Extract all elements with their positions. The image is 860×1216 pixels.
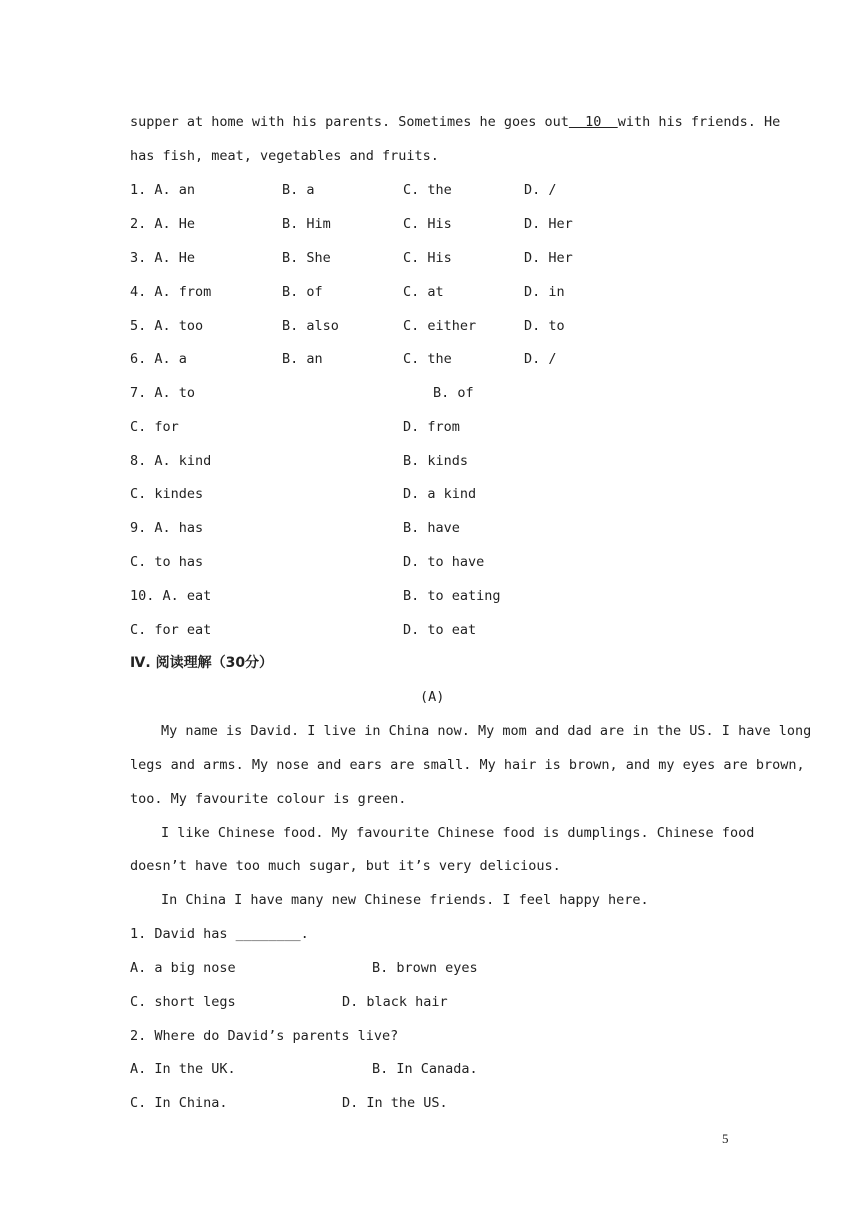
q2-option-a: A. In the UK. <box>130 1061 236 1077</box>
q2-option-b: B. In Canada. <box>372 1061 478 1077</box>
option-b-6: B. an <box>282 351 323 367</box>
passage-label: (A) <box>420 689 445 705</box>
option-c-9: C. to has <box>130 554 204 570</box>
option-b-3: B. She <box>282 250 331 266</box>
option-b-9: B. have <box>403 520 460 536</box>
option-a-4: 4. A. from <box>130 284 212 300</box>
option-c-6: C. the <box>403 351 452 367</box>
q1-option-d: D. black hair <box>342 994 448 1010</box>
q2-option-c: C. In China. <box>130 1095 228 1111</box>
cloze-text-line: has fish, meat, vegetables and fruits. <box>130 148 439 164</box>
option-b-5: B. also <box>282 318 339 334</box>
option-b-7: B. of <box>433 385 474 401</box>
q2-option-d: D. In the US. <box>342 1095 448 1111</box>
option-b-8: B. kinds <box>403 453 469 469</box>
option-c-2: C. His <box>403 216 452 232</box>
option-c-5: C. either <box>403 318 477 334</box>
passage-line: My name is David. I live in China now. My mom and dad are in the US. I have long <box>161 723 812 739</box>
q1-option-b: B. brown eyes <box>372 960 478 976</box>
option-a-6: 6. A. a <box>130 351 187 367</box>
cloze-text: supper at home with his parents. Sometimes he goes out <box>130 114 569 130</box>
option-a-2: 2. A. He <box>130 216 196 232</box>
option-d-4: D. in <box>524 284 565 300</box>
q1-option-a: A. a big nose <box>130 960 236 976</box>
cloze-text-line <box>130 113 780 131</box>
option-d-1: D. / <box>524 182 557 198</box>
passage-line: legs and arms. My nose and ears are small. My hair is brown, and my eyes are brown, <box>130 757 805 773</box>
option-a-3: 3. A. He <box>130 250 196 266</box>
section-heading: Ⅳ. 阅读理解（30分） <box>130 655 274 671</box>
option-b-4: B. of <box>282 284 323 300</box>
option-c-1: C. the <box>403 182 452 198</box>
passage-line: In China I have many new Chinese friends. I feel happy here. <box>161 892 649 908</box>
option-c-10: C. for eat <box>130 622 212 638</box>
option-d-9: D. to have <box>403 554 485 570</box>
cloze-text: with his friends. He <box>617 114 781 130</box>
option-b-10: B. to eating <box>403 588 501 604</box>
option-c-8: C. kindes <box>130 486 204 502</box>
option-a-8: 8. A. kind <box>130 453 212 469</box>
option-d-3: D. Her <box>524 250 573 266</box>
option-b-1: B. a <box>282 182 315 198</box>
option-d-6: D. / <box>524 351 557 367</box>
option-a-1: 1. A. an <box>130 182 196 198</box>
passage-line: too. My favourite colour is green. <box>130 791 407 807</box>
option-a-10: 10. A. eat <box>130 588 212 604</box>
page-number: 5 <box>722 1131 729 1146</box>
question-stem-2: 2. Where do David’s parents live? <box>130 1028 399 1044</box>
option-a-5: 5. A. too <box>130 318 204 334</box>
option-d-8: D. a kind <box>403 486 477 502</box>
blank-10: 10 <box>568 114 618 130</box>
question-stem-1: 1. David has ________. <box>130 926 309 942</box>
option-c-3: C. His <box>403 250 452 266</box>
option-c-4: C. at <box>403 284 444 300</box>
q1-option-c: C. short legs <box>130 994 236 1010</box>
option-a-7: 7. A. to <box>130 385 196 401</box>
passage-line: I like Chinese food. My favourite Chinese food is dumplings. Chinese food <box>161 825 755 841</box>
option-d-2: D. Her <box>524 216 573 232</box>
option-a-9: 9. A. has <box>130 520 204 536</box>
option-b-2: B. Him <box>282 216 331 232</box>
passage-line: doesn’t have too much sugar, but it’s very delicious. <box>130 858 561 874</box>
option-d-10: D. to eat <box>403 622 477 638</box>
option-c-7: C. for <box>130 419 179 435</box>
option-d-7: D. from <box>403 419 460 435</box>
option-d-5: D. to <box>524 318 565 334</box>
